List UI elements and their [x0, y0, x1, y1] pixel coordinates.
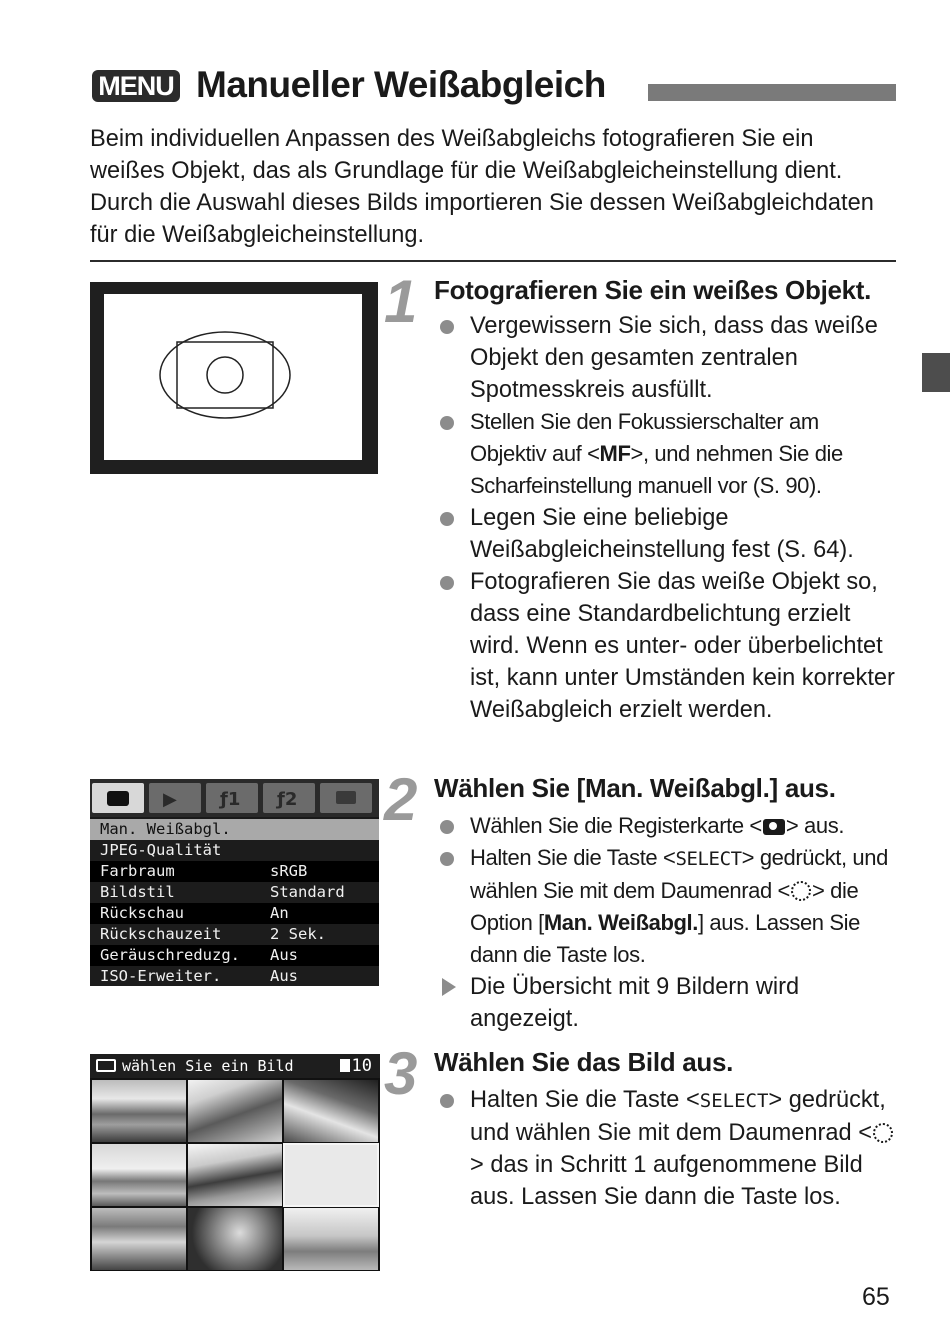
menu-row-jpeg-qualitaet: JPEG-Qualität — [90, 840, 379, 861]
list-item: Legen Sie eine beliebige Weißabgleicheinstellung fest (S. 64). — [436, 502, 896, 566]
step-number-1: 1 — [384, 268, 418, 335]
list-item: Halten Sie die Taste <SELECT> gedrückt, und wählen Sie mit dem Daumenrad <> das in Schritt 1 aufgenommene Bild aus. Lassen Sie dann die Taste los. — [436, 1084, 896, 1213]
thumbnail — [188, 1080, 282, 1142]
thumbnail — [188, 1208, 282, 1270]
bullet-dot-icon — [440, 576, 454, 590]
section-divider — [90, 260, 896, 262]
list-item: Vergewissern Sie sich, dass das weiße Objekt den gesamten zentralen Spotmesskreis ausfüllt. — [436, 310, 896, 406]
tab-camera — [92, 783, 144, 813]
thumbnail — [188, 1144, 282, 1206]
result-arrow-icon — [442, 978, 456, 996]
intro-paragraph: Beim individuellen Anpassen des Weißabgleichs fotografieren Sie ein weißes Objekt, das als Grundlage für die Weißabgleicheinstellung dient. Durch die Auswahl dieses Bilds importieren Sie dessen Weißabgleichdaten für die Weißabgleicheinstellung. — [90, 126, 874, 248]
camera-menu-screen — [90, 779, 379, 986]
white-balance-icon — [96, 1059, 116, 1072]
bullet-dot-icon — [440, 1094, 454, 1108]
camera-icon — [763, 819, 785, 835]
quick-control-dial-icon — [791, 881, 811, 901]
menu-row-rueckschauzeit: Rückschauzeit 2 Sek. — [90, 924, 379, 945]
index-header: wählen Sie ein Bild — [90, 1054, 380, 1078]
bullet-dot-icon — [440, 852, 454, 866]
step-2-heading: Wählen Sie [Man. Weißabgl.] aus. — [434, 773, 836, 803]
menu-row-man-weissabgl: Man. Weißabgl. — [90, 819, 379, 840]
menu-row-bildstil: Bildstil Standard — [90, 882, 379, 903]
menu-badge: MENU — [92, 70, 180, 102]
quick-control-dial-icon — [873, 1123, 893, 1143]
tab-tools-2 — [263, 783, 315, 813]
viewfinder-figure — [90, 282, 378, 474]
tools-2-icon: ƒ2 — [277, 789, 298, 810]
chapter-tab-marker — [922, 353, 950, 392]
camera-icon — [107, 791, 129, 806]
select-button-label: SELECT — [675, 848, 742, 870]
menu-row-rueckschau: Rückschau An — [90, 903, 379, 924]
mf-label: MF — [599, 441, 631, 466]
title-decoration-bar — [648, 84, 896, 101]
step-number-3: 3 — [384, 1040, 418, 1107]
select-button-label: SELECT — [699, 1090, 769, 1112]
step-1-bullets — [436, 310, 896, 726]
thumbnail — [92, 1080, 186, 1142]
list-item: Wählen Sie die Registerkarte < > aus. — [436, 810, 896, 842]
spot-metering-diagram — [104, 294, 362, 460]
tab-my-menu — [320, 783, 372, 813]
list-item: Die Übersicht mit 9 Bildern wird angezeigt. — [436, 971, 896, 1035]
menu-list — [90, 819, 379, 986]
page-title: Manueller Weißabgleich — [196, 64, 606, 105]
tab-tools-1 — [206, 783, 258, 813]
viewfinder-frame — [104, 294, 362, 460]
menu-row-iso-erweiter: ISO-Erweiter. Aus — [90, 966, 379, 986]
thumbnail — [92, 1144, 186, 1206]
step-number-2: 2 — [384, 766, 418, 833]
thumbnail-selected — [285, 1145, 377, 1205]
thumbnail — [284, 1080, 378, 1142]
tools-1-icon: ƒ1 — [220, 789, 241, 810]
thumbnail — [284, 1208, 378, 1270]
bullet-dot-icon — [440, 820, 454, 834]
image-count: 10 — [340, 1054, 372, 1078]
list-item: Fotografieren Sie das weiße Objekt so, dass eine Standardbelichtung erzielt wird. Wenn es unter- oder überbelichtet ist, kann unter Umständen kein korrekter Weißabgleich erzielt werden. — [436, 566, 896, 726]
step-3-bullets — [436, 1084, 896, 1213]
bullet-dot-icon — [440, 416, 454, 430]
card-icon — [340, 1059, 350, 1072]
step-2-bullets — [436, 810, 896, 1035]
my-menu-icon — [336, 791, 356, 804]
list-item: Stellen Sie den Fokussierschalter am Objektiv auf <MF>, und nehmen Sie die Scharfeinstellung manuell vor (S. 90). — [436, 406, 896, 502]
list-item: Halten Sie die Taste <SELECT> gedrückt, und wählen Sie mit dem Daumenrad < > die Option [Man. Weißabgl.] aus. Lassen Sie dann die Taste los. — [436, 842, 896, 971]
menu-option-name: Man. Weißabgl. — [543, 910, 698, 935]
thumbnail — [92, 1208, 186, 1270]
bullet-dot-icon — [440, 320, 454, 334]
menu-row-farbraum: Farbraum sRGB — [90, 861, 379, 882]
menu-row-geraeuschreduzg: Geräuschreduzg. Aus — [90, 945, 379, 966]
step-3-heading: Wählen Sie das Bild aus. — [434, 1047, 734, 1077]
play-icon: ▶ — [163, 789, 177, 810]
image-index-screen — [90, 1054, 380, 1271]
page-number: 65 — [862, 1283, 890, 1311]
step-1-heading: Fotografieren Sie ein weißes Objekt. — [434, 275, 872, 305]
tab-playback — [149, 783, 201, 813]
menu-tab-bar — [90, 779, 379, 817]
bullet-dot-icon — [440, 512, 454, 526]
